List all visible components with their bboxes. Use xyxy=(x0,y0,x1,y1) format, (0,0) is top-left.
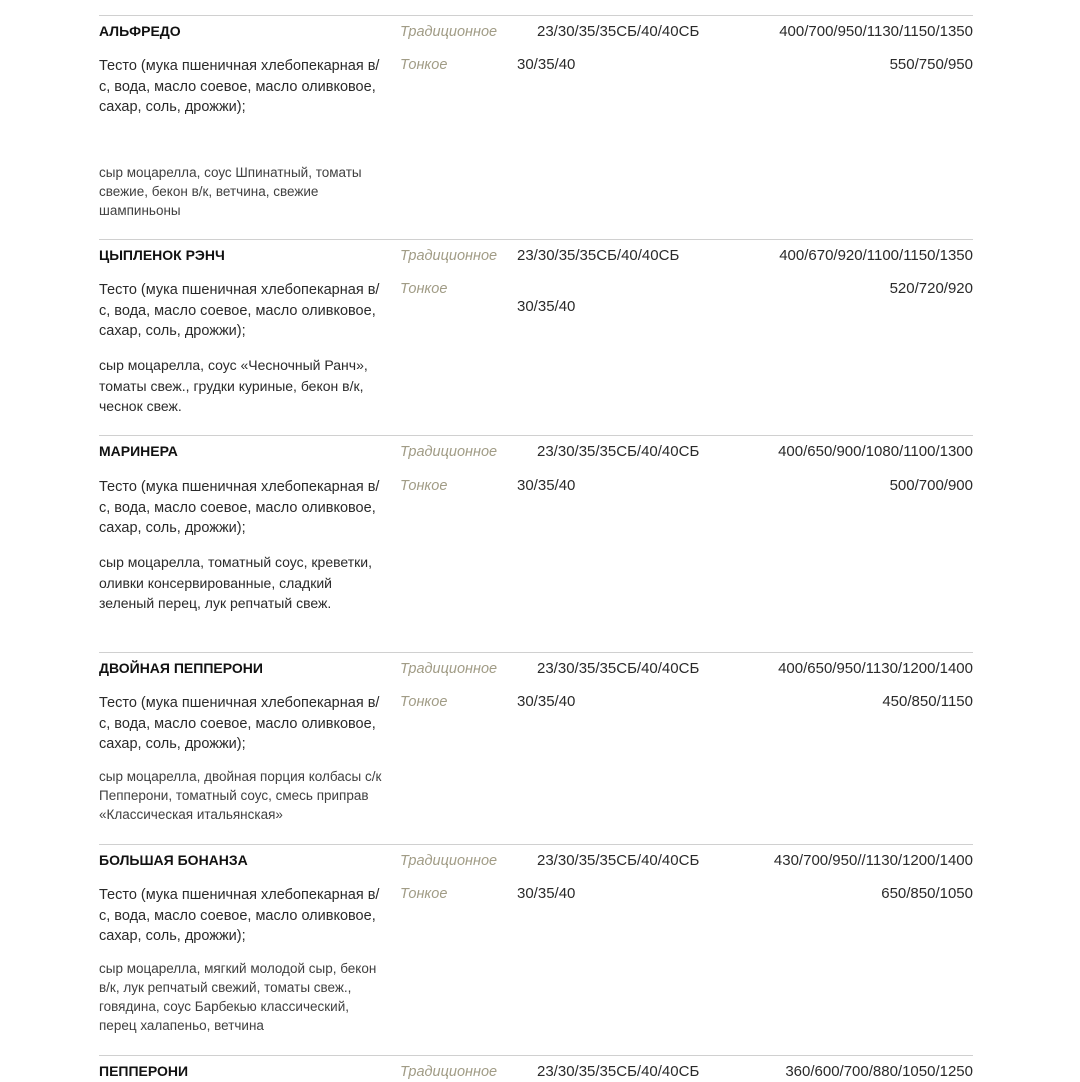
item-name: АЛЬФРЕДО xyxy=(99,23,181,39)
dough-description: Тесто (мука пшеничная хлебопекарная в/с, вода, масло соевое, масло оливковое, сахар, соль, дрожжи); xyxy=(99,695,380,752)
sizes-traditional: 23/30/35/35СБ/40/40СБ xyxy=(517,247,680,264)
crust-traditional: Традиционное xyxy=(400,661,498,677)
divider xyxy=(99,1055,973,1056)
sizes-traditional: 23/30/35/35СБ/40/40СБ xyxy=(537,443,700,460)
weights-traditional: 400/670/920/1100/1150/1350 xyxy=(779,247,973,264)
menu-item xyxy=(0,844,1080,1055)
crust-thin: Тонкое xyxy=(400,478,448,494)
crust-thin: Тонкое xyxy=(400,281,448,297)
dough-description: Тесто (мука пшеничная хлебопекарная в/с, вода, масло соевое, масло оливковое, сахар, соль, дрожжи); xyxy=(99,58,380,115)
item-name: БОЛЬШАЯ БОНАНЗА xyxy=(99,852,248,868)
weights-thin: 500/700/900 xyxy=(889,477,973,494)
item-name: МАРИНЕРА xyxy=(99,443,178,459)
sizes-traditional: 23/30/35/35СБ/40/40СБ xyxy=(537,23,700,40)
weights-thin: 520/720/920 xyxy=(889,280,973,297)
item-name: ДВОЙНАЯ ПЕППЕРОНИ xyxy=(99,660,263,676)
weights-traditional: 400/700/950/1130/1150/1350 xyxy=(779,23,973,40)
crust-traditional: Традиционное xyxy=(400,853,498,869)
dough-description: Тесто (мука пшеничная хлебопекарная в/с, вода, масло соевое, масло оливковое, сахар, соль, дрожжи); xyxy=(99,887,380,944)
crust-thin: Тонкое xyxy=(400,694,448,710)
divider xyxy=(99,844,973,845)
sizes-traditional: 23/30/35/35СБ/40/40СБ xyxy=(537,852,700,869)
weights-thin: 650/850/1050 xyxy=(881,885,973,902)
menu-item xyxy=(0,1055,1080,1080)
menu-item xyxy=(0,652,1080,844)
crust-traditional: Традиционное xyxy=(400,248,498,264)
weights-traditional: 430/700/950//1130/1200/1400 xyxy=(773,852,973,869)
dough-description: Тесто (мука пшеничная хлебопекарная в/с, вода, масло соевое, масло оливковое, сахар, соль, дрожжи); xyxy=(99,479,380,536)
ingredients: сыр моцарелла, двойная порция колбасы с/к Пепперони, томатный соус, смесь приправ «Классическая итальянская» xyxy=(99,769,382,822)
sizes-thin: 30/35/40 xyxy=(517,693,576,710)
crust-traditional: Традиционное xyxy=(400,24,498,40)
divider xyxy=(99,435,973,436)
item-name: ЦЫПЛЕНОК РЭНЧ xyxy=(99,247,225,263)
menu-item xyxy=(0,239,1080,435)
menu-item xyxy=(0,15,1080,239)
divider xyxy=(99,652,973,653)
menu-item xyxy=(0,435,1080,652)
weights-thin: 450/850/1150 xyxy=(882,693,973,710)
crust-traditional: Традиционное xyxy=(400,1064,498,1080)
dough-description: Тесто (мука пшеничная хлебопекарная в/с, вода, масло соевое, масло оливковое, сахар, соль, дрожжи); xyxy=(99,282,380,339)
weights-traditional: 400/650/950/1130/1200/1400 xyxy=(778,660,973,677)
sizes-thin: 30/35/40 xyxy=(517,56,576,73)
sizes-thin: 30/35/40 xyxy=(517,298,576,315)
divider xyxy=(99,239,973,240)
ingredients: сыр моцарелла, томатный соус, креветки, оливки консервированные, сладкий зеленый перец, лук репчатый свеж. xyxy=(99,554,372,611)
sizes-thin: 30/35/40 xyxy=(517,885,576,902)
sizes-traditional: 23/30/35/35СБ/40/40СБ xyxy=(537,660,700,677)
weights-thin: 550/750/950 xyxy=(889,56,973,73)
ingredients: сыр моцарелла, мягкий молодой сыр, бекон в/к, лук репчатый свежий, томаты свеж., говядина, соус Барбекью классический, перец халапеньо, ветчина xyxy=(99,961,377,1033)
crust-traditional: Традиционное xyxy=(400,444,498,460)
crust-thin: Тонкое xyxy=(400,57,448,73)
ingredients: сыр моцарелла, соус Шпинатный, томаты свежие, бекон в/к, ветчина, свежие шампиньоны xyxy=(99,165,362,218)
sizes-traditional: 23/30/35/35СБ/40/40СБ xyxy=(537,1063,700,1080)
divider xyxy=(99,15,973,16)
item-name: ПЕППЕРОНИ xyxy=(99,1063,189,1079)
crust-thin: Тонкое xyxy=(400,886,448,902)
ingredients: сыр моцарелла, соус «Чесночный Ранч», томаты свеж., грудки куриные, бекон в/к, чеснок свеж. xyxy=(99,357,368,414)
weights-traditional: 400/650/900/1080/1100/1300 xyxy=(778,443,973,460)
weights-traditional: 360/600/700/880/1050/1250 xyxy=(785,1063,973,1080)
sizes-thin: 30/35/40 xyxy=(517,477,576,494)
